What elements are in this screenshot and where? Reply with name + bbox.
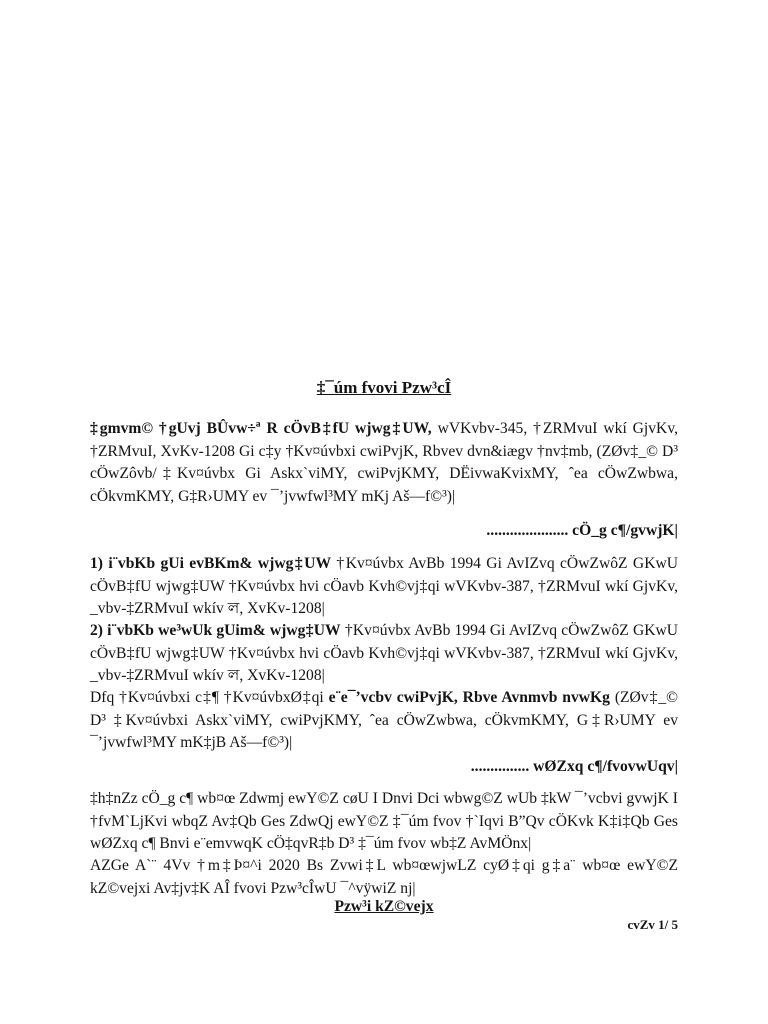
party-item-2	[90, 620, 678, 688]
party-item-1	[90, 553, 678, 621]
both-companies-paragraph: Dfq †Kv¤úvbxi c‡¶ †Kv¤úvbxØ‡qi e¨e¯’vcbv cwiPvjK, Rbve Avnmvb nvwKg (ZØv‡_© D³ ‡Kv¤úvbxi Askx`viMY, cwiPvjKMY, ˆea cÖwZwbwa, cÖkvmKMY, G‡R›UMY ev ¯’jvwfwl³MY mK‡jB Aš—f©³)|	[90, 689, 678, 751]
party-item-1-name: 1) i¨vbKb gUi evBKm& wjwg‡UW	[90, 555, 332, 572]
page-number: cvZv 1/ 5	[627, 917, 678, 932]
agreement-paragraph: AZGe A`¨ 4Vv †m‡Þ¤^i 2020 Bs Zvwi‡L wb¤œwjwLZ cyØ‡qi g‡a¨ wb¤œ ewY©Z kZ©vejxi Av‡jv‡K AÎ fvovi Pzw³cÎwU ¯^vÿwiZ nj|	[90, 857, 678, 897]
party-item-2-name: 2) i¨vbKb we³wUk gUim& wjwg‡UW	[90, 622, 341, 639]
company-name: ‡gmvm© †gUvj BÛvw÷ª R cÖvB‡fU wjwg‡UW,	[90, 420, 432, 437]
party-item-1-text: †Kv¤úvbx AvBb 1994 Gi AvIZvq cÖwZwôZ GKwU cÖvB‡fU wjwg‡UW †Kv¤úvbx hvi cÖavb Kvh©vj‡qi wVKvbv-387, †ZRMvuI wkí GjvKv, _vbv-‡ZRMvuI wkív ল, XvKv-1208|	[90, 555, 678, 617]
intro-text: wVKvbv-345, †ZRMvuI wkí GjvKv, †ZRMvuI, XvKv-1208 Gi c‡y †Kv¤úvbxi cwiPvjK, Rbvev dvn&iægv †nv‡mb, (ZØv‡_© D³ cÖwZôvb/‡Kv¤úvbx Gi Askx`viMY, cwiPvjKMY, DËivwaKvixMY, ˆea cÖwZwbwa, cÖkvmKMY, G‡R›UMY ev ¯’jvwfwl³MY mKj Aš—f©³)|	[90, 420, 679, 505]
intro-paragraph	[90, 418, 678, 508]
whereas-paragraph: ‡h‡nZz cÖ_g c¶ wb¤œ Zdwmj ewY©Z cøU I Dnvi Dci wbwg©Z wUb ‡kW ¯’vcbvi gvwjK I †fvM`LjKvi wbqZ Av‡Qb Ges ZdwQj ewY©Z ‡¯úm fvov †`Iqvi B”Qv cÖKvk K‡i‡Qb Ges wØZxq c¶ Bnvi e¨emvwqK cÖ‡qvR‡b D³ ‡¯úm fvov wb‡Z AvMÖnx|	[90, 790, 678, 852]
second-party-label: ............... wØZxq c¶/fvovwUqv|	[470, 758, 678, 775]
terms-heading: Pzw³i kZ©vejx	[334, 898, 434, 915]
first-party-label: ..................... cÖ_g c¶/gvwjK|	[486, 522, 678, 539]
managing-director: e¨e¯’vcbv cwiPvjK, Rbve Avnmvb nvwKg	[328, 689, 610, 706]
document-title: ‡¯úm fvovi Pzw³cÎ	[316, 378, 452, 397]
party-item-2-text: †Kv¤úvbx AvBb 1994 Gi AvIZvq cÖwZwôZ GKwU cÖvB‡fU wjwg‡UW †Kv¤úvbx hvi cÖavb Kvh©vj‡qi wVKvbv-387, †ZRMvuI wkí GjvKv, _vbv-‡ZRMvuI wkív ল, XvKv-1208|	[90, 622, 678, 684]
